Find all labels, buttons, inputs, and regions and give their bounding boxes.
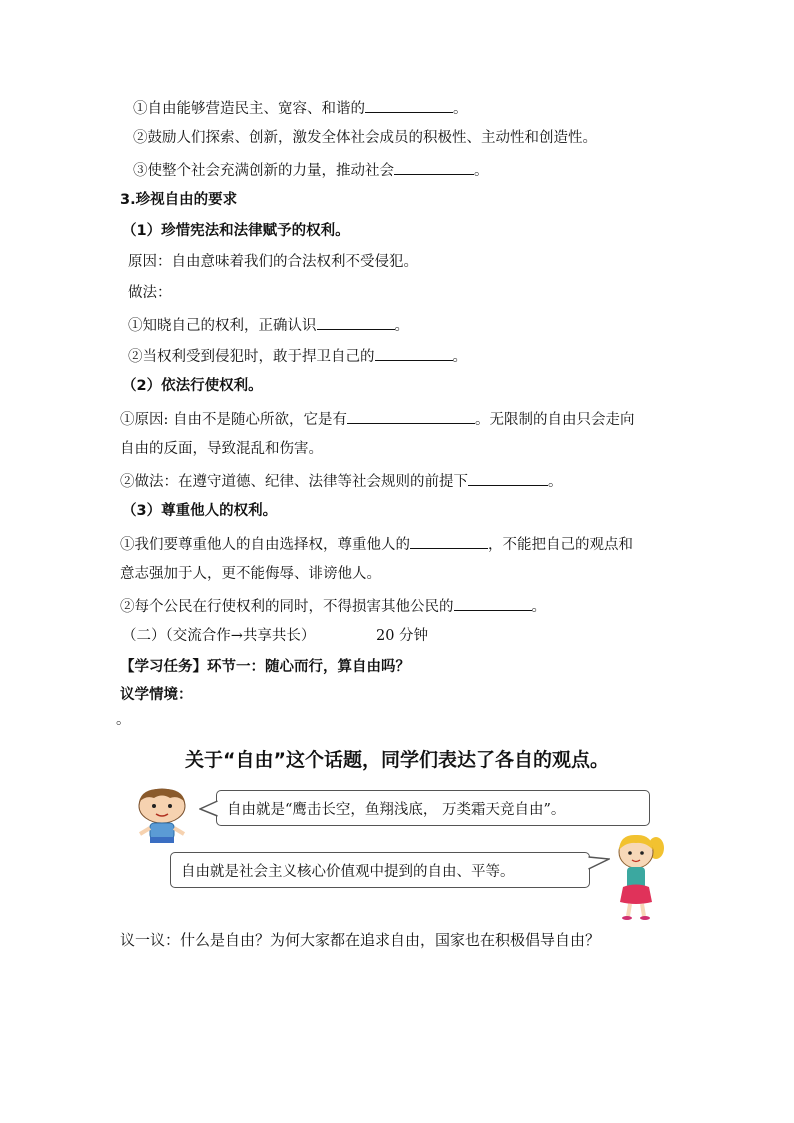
boy-bubble-tail-icon bbox=[199, 800, 218, 818]
respect-1-cont: 意志强加于人，更不能侮辱、诽谤他人。 bbox=[120, 566, 381, 582]
blank-3[interactable] bbox=[317, 314, 395, 330]
subsection-2-title: （2）依法行使权利。 bbox=[122, 378, 263, 394]
method-2-text: ②做法：在遵守道德、纪律、法律等社会规则的前提下 。 bbox=[120, 470, 563, 492]
blank-6[interactable] bbox=[468, 470, 548, 486]
point-innovation: ②鼓励人们探索、创新，激发全体社会成员的积极性、主动性和创造性。 bbox=[133, 130, 597, 146]
reason-2-cont: 自由的反面，导致混乱和伤害。 bbox=[120, 441, 323, 457]
respect-1: ①我们要尊重他人的自由选择权，尊重他人的 ，不能把自己的观点和 bbox=[120, 533, 633, 555]
boy-cartoon-icon bbox=[126, 786, 198, 844]
method-label: 做法： bbox=[128, 285, 172, 301]
section-3-title: 3.珍视自由的要求 bbox=[120, 192, 238, 208]
blank-4[interactable] bbox=[375, 345, 453, 361]
blank-8[interactable] bbox=[454, 595, 532, 611]
discussion-question: 议一议：什么是自由？为何大家都在追求自由，国家也在积极倡导自由？ bbox=[120, 931, 601, 949]
boy-speech-bubble: 自由就是“鹰击长空，鱼翔浅底， 万类霜天竞自由”。 bbox=[216, 790, 650, 826]
method-1: ①知晓自己的权利，正确认识 。 bbox=[128, 314, 409, 336]
dot-mark: 。 bbox=[116, 712, 131, 728]
method-2: ②当权利受到侵犯时，敢于捍卫自己的 。 bbox=[128, 345, 467, 367]
situation-label: 议学情境： bbox=[120, 687, 193, 703]
section-2-time: 20 分钟 bbox=[376, 628, 429, 644]
blank-2[interactable] bbox=[394, 159, 474, 175]
point-democracy: ①自由能够营造民主、宽容、和谐的 。 bbox=[133, 97, 468, 119]
subsection-1-title: （1）珍惜宪法和法律赋予的权利。 bbox=[122, 223, 350, 239]
girl-cartoon-icon bbox=[606, 832, 668, 920]
blank-7[interactable] bbox=[410, 533, 488, 549]
respect-2: ②每个公民在行使权利的同时，不得损害其他公民的 。 bbox=[120, 595, 546, 617]
reason-1: 原因：自由意味着我们的合法权利不受侵犯。 bbox=[128, 254, 418, 270]
figure-heading: 关于“自由”这个话题，同学们表达了各自的观点。 bbox=[185, 749, 609, 771]
task-title: 【学习任务】环节一：随心而行，算自由吗？ bbox=[120, 659, 410, 675]
point-progress: ③使整个社会充满创新的力量，推动社会 。 bbox=[133, 159, 489, 181]
blank-1[interactable] bbox=[365, 97, 453, 113]
blank-5[interactable] bbox=[347, 408, 475, 424]
subsection-3-title: （3）尊重他人的权利。 bbox=[122, 503, 278, 519]
section-2-heading: （二）（交流合作→共享共长） bbox=[122, 628, 316, 644]
reason-2: ①原因: 自由不是随心所欲，它是有 。无限制的自由只会走向 bbox=[120, 408, 635, 430]
girl-speech-bubble: 自由就是社会主义核心价值观中提到的自由、平等。 bbox=[170, 852, 590, 888]
